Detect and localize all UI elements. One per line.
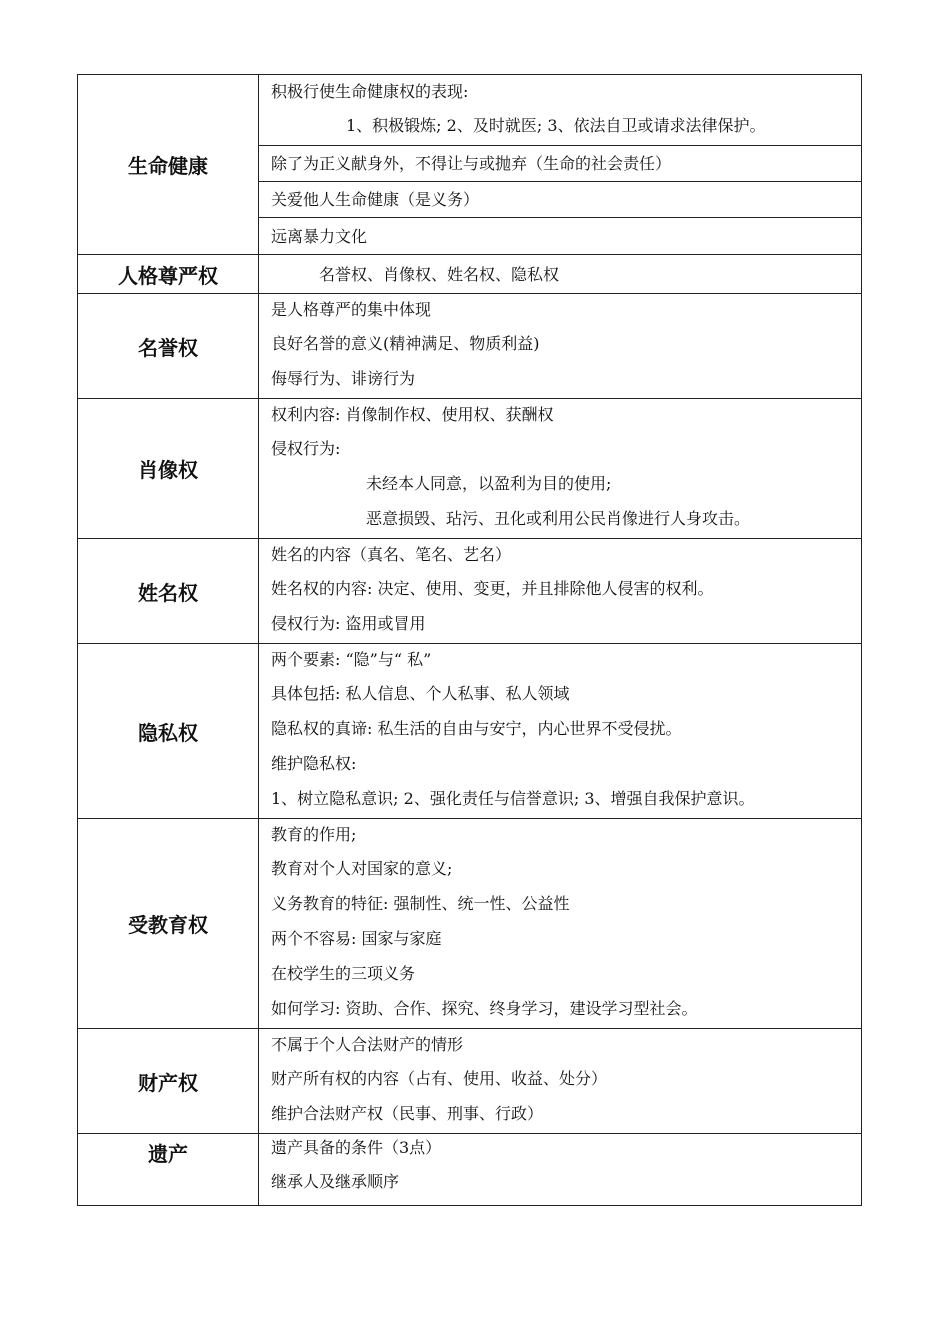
- text-line: 维护合法财产权（民事、刑事、行政）: [271, 1104, 544, 1123]
- cell-education: [259, 819, 862, 1029]
- text-line: 1、积极锻炼; 2、及时就医; 3、依法自卫或请求法律保护。: [346, 115, 766, 135]
- text-line: 姓名权的内容: 决定、使用、变更，并且排除他人侵害的权利。: [271, 579, 714, 598]
- text-line: 姓名的内容（真名、笔名、艺名）: [271, 545, 512, 564]
- text-line: 1、树立隐私意识; 2、强化责任与信誉意识; 3、增强自我保护意识。: [271, 789, 755, 808]
- text-line: 良好名誉的意义(精神满足、物质利益): [271, 334, 540, 353]
- text-line: 具体包括: 私人信息、个人私事、私人领域: [271, 684, 570, 703]
- row-heading: 生命健康: [78, 75, 259, 255]
- row-reputation: [78, 294, 862, 399]
- cell-dignity: [259, 255, 862, 294]
- row-heading: 财产权: [78, 1029, 259, 1134]
- row-inheritance: [78, 1134, 862, 1206]
- text-line: 权利内容: 肖像制作权、使用权、获酬权: [271, 405, 554, 424]
- rights-table: [77, 74, 862, 1206]
- text-line: 侵权行为:: [271, 439, 341, 458]
- text-line: 不属于个人合法财产的情形: [271, 1035, 464, 1054]
- text-line: 恶意损毁、玷污、丑化或利用公民肖像进行人身攻击。: [366, 509, 751, 528]
- text-line: 远离暴力文化: [271, 226, 368, 246]
- text-line: 侵权行为: 盗用或冒用: [271, 614, 426, 633]
- row-heading: 肖像权: [78, 399, 259, 539]
- text-line: 继承人及继承顺序: [271, 1172, 400, 1191]
- row-heading: 名誉权: [78, 294, 259, 399]
- row-portrait: [78, 399, 862, 539]
- row-heading: 人格尊严权: [78, 255, 259, 294]
- cell-life-duty: [259, 146, 862, 182]
- text-line: 侮辱行为、诽谤行为: [271, 369, 416, 388]
- row-heading: 受教育权: [78, 819, 259, 1029]
- row-life-health: [78, 75, 862, 146]
- text-line: 两个不容易: 国家与家庭: [271, 929, 442, 948]
- cell-portrait: [259, 399, 862, 539]
- text-line: 维护隐私权:: [271, 754, 357, 773]
- row-dignity: [78, 255, 862, 294]
- text-line: 隐私权的真谛: 私生活的自由与安宁，内心世界不受侵扰。: [271, 719, 682, 738]
- row-privacy: [78, 644, 862, 819]
- cell-inheritance: [259, 1134, 862, 1206]
- text-line: 如何学习: 资助、合作、探究、终身学习，建设学习型社会。: [271, 999, 698, 1018]
- cell-life-care: [259, 182, 862, 218]
- text-line: 两个要素: “隐”与“ 私”: [271, 650, 432, 669]
- cell-property: [259, 1029, 862, 1134]
- text-line: 遗产具备的条件（3点）: [271, 1138, 442, 1157]
- text-line: 教育对个人对国家的意义;: [271, 859, 453, 878]
- text-line: 在校学生的三项义务: [271, 964, 416, 983]
- text-line: 未经本人同意，以盈利为目的使用;: [366, 474, 612, 493]
- text-line: 积极行使生命健康权的表现:: [271, 81, 469, 101]
- row-property: [78, 1029, 862, 1134]
- row-name: [78, 539, 862, 644]
- text-line: 关爱他人生命健康（是义务）: [271, 190, 480, 209]
- row-education: [78, 819, 862, 1029]
- text-line: 教育的作用;: [271, 825, 357, 844]
- text-line: 除了为正义献身外，不得让与或抛弃（生命的社会责任）: [271, 154, 672, 173]
- text-line: 义务教育的特征: 强制性、统一性、公益性: [271, 894, 570, 913]
- cell-name: [259, 539, 862, 644]
- text-line: 是人格尊严的集中体现: [271, 300, 432, 319]
- text-line: 名誉权、肖像权、姓名权、隐私权: [319, 264, 560, 284]
- row-heading: 姓名权: [78, 539, 259, 644]
- cell-reputation: [259, 294, 862, 399]
- cell-life-violence: [259, 218, 862, 255]
- row-heading: 隐私权: [78, 644, 259, 819]
- cell-life-expression: [259, 75, 862, 146]
- row-heading: 遗产: [78, 1134, 259, 1206]
- text-line: 财产所有权的内容（占有、使用、收益、处分）: [271, 1069, 608, 1088]
- cell-privacy: [259, 644, 862, 819]
